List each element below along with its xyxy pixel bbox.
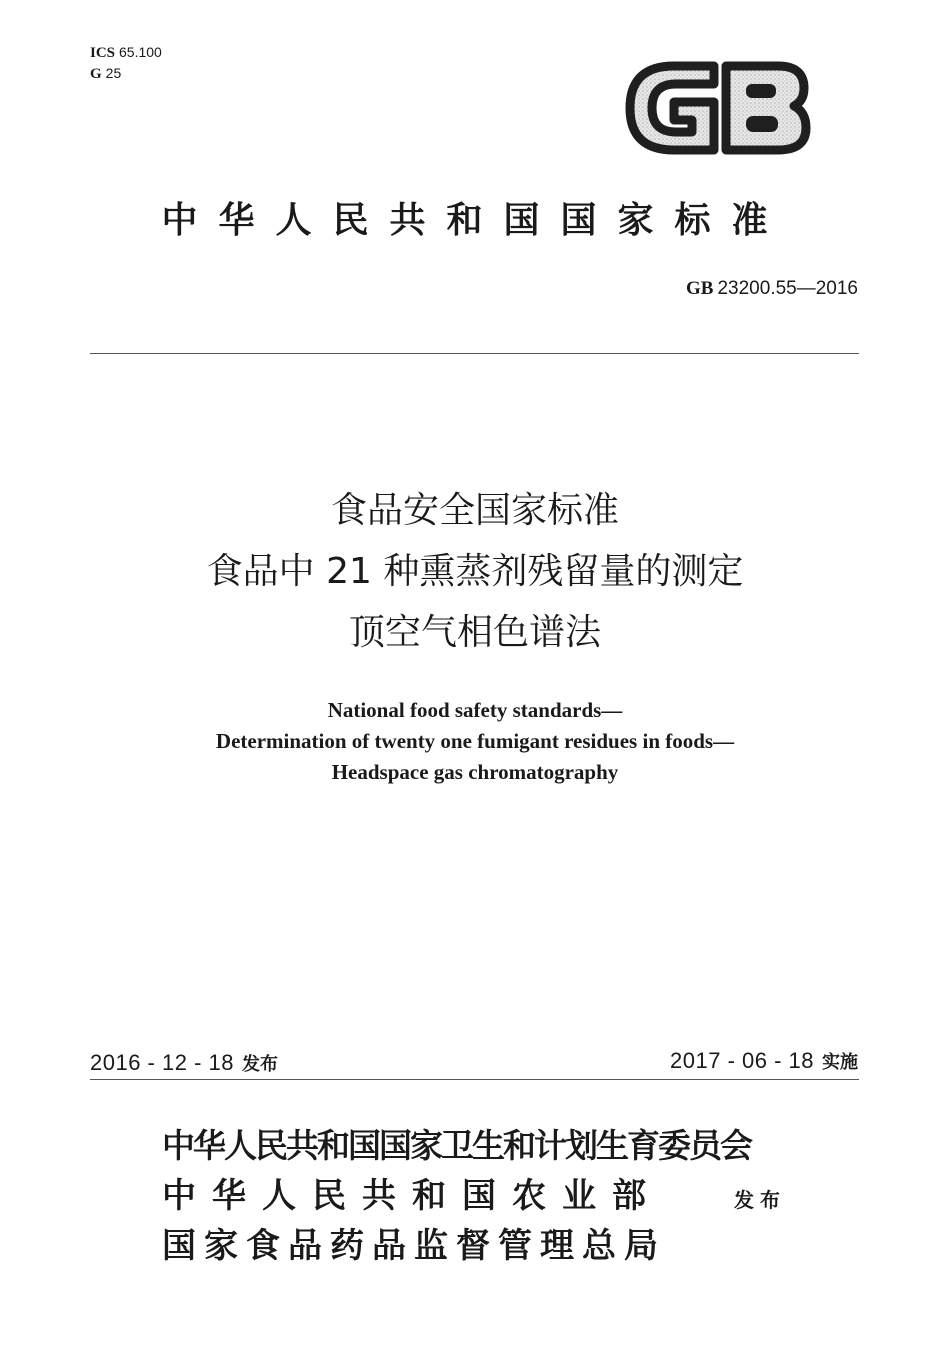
g-line <box>90 63 162 84</box>
g-label: G <box>90 66 102 82</box>
title-en-line-1: National food safety standards— <box>327 698 623 722</box>
standard-number <box>686 276 858 301</box>
title-cn-line-1: 食品安全国家标准 <box>330 490 619 531</box>
issuer-nhfpc: 中华人民共和国国家卫生和计划生育委员会 <box>162 1126 751 1165</box>
gb-logo <box>622 58 812 158</box>
title-cn-line-2: 食品中 21 种熏蒸剂残留量的测定 <box>206 551 744 592</box>
top-divider <box>90 353 859 354</box>
standard-code: 23200.55—2016 <box>717 278 858 299</box>
issue-date-label: 发布 <box>241 1054 278 1075</box>
implementation-date <box>670 1047 858 1077</box>
ics-label: ICS <box>90 45 116 61</box>
national-standard-heading: 中华人民共和国国家标准 <box>161 200 789 241</box>
ics-code: 65.100 <box>119 44 162 60</box>
implementation-date-value: 2017 - 06 - 18 <box>670 1048 814 1073</box>
issue-date <box>90 1049 278 1079</box>
issued-by-label: 发布 <box>734 1188 786 1212</box>
issue-date-value: 2016 - 12 - 18 <box>90 1050 234 1075</box>
title-cn-line-3: 顶空气相色谱法 <box>348 612 601 653</box>
title-en-line-2: Determination of twenty one fumigant residues in foods— <box>215 729 735 753</box>
implementation-date-label: 实施 <box>822 1052 858 1073</box>
title-en-line-3: Headspace gas chromatography <box>331 760 619 784</box>
g-code: 25 <box>105 65 122 81</box>
ics-line <box>90 42 162 63</box>
classification-codes <box>90 42 162 84</box>
issuer-moa: 中华人民共和国农业部 <box>162 1176 662 1216</box>
standard-prefix: GB <box>686 278 714 299</box>
bottom-divider <box>90 1079 859 1080</box>
issuer-cfda: 国家食品药品监督管理总局 <box>162 1226 666 1266</box>
